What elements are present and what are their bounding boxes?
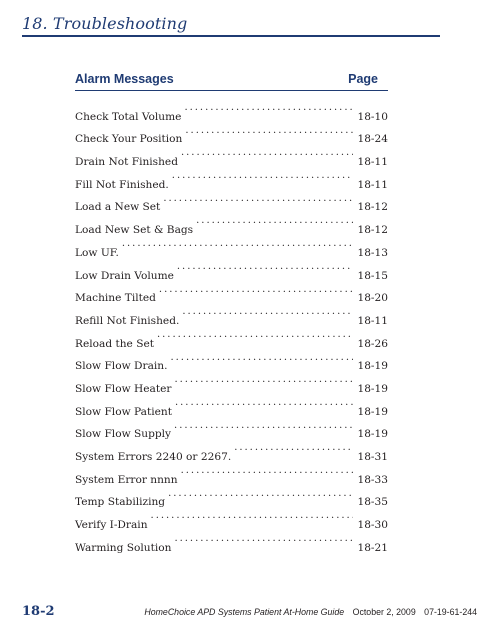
table-row: [75, 233, 388, 259]
dot-leader: [165, 483, 353, 506]
alarm-message-label: Slow Flow Heater: [75, 382, 172, 395]
dot-leader: [178, 460, 354, 483]
dot-leader: [171, 528, 353, 551]
table-row: [75, 97, 388, 123]
alarm-message-label: Warming Solution: [75, 541, 172, 554]
dot-leader: [171, 415, 353, 438]
dot-leader: [181, 97, 353, 120]
footer-doc-number: 07-19-61-244: [424, 607, 477, 617]
alarm-message-label: Verify I-Drain: [75, 519, 148, 532]
alarm-message-label: Low Drain Volume: [75, 269, 174, 282]
alarm-message-label: Reload the Set: [75, 337, 154, 350]
alarm-message-label: Refill Not Finished.: [75, 314, 180, 327]
page-reference: 18-19: [357, 405, 388, 418]
dot-leader: [178, 142, 353, 165]
page-reference: 18-24: [357, 133, 388, 146]
page-reference: 18-33: [357, 473, 388, 486]
alarm-message-label: Load New Set & Bags: [75, 224, 194, 237]
alarm-message-label: Check Total Volume: [75, 110, 182, 123]
dot-leader: [160, 188, 353, 211]
page-reference: 18-35: [357, 496, 388, 509]
dot-leader: [119, 233, 354, 256]
alarm-message-label: Temp Stabilizing: [75, 496, 166, 509]
alarm-message-label: Slow Flow Drain.: [75, 360, 168, 373]
footer-guide-title: HomeChoice APD Systems Patient At-Home Guide: [144, 607, 345, 617]
page-reference: 18-26: [357, 337, 388, 350]
page-reference: 18-12: [357, 224, 388, 237]
page-reference: 18-19: [357, 360, 388, 373]
page-reference: 18-11: [357, 314, 388, 327]
page-reference: 18-10: [357, 110, 388, 123]
dot-leader: [171, 369, 353, 392]
dot-leader: [154, 324, 353, 347]
footer-page-number: 18-2: [22, 604, 55, 619]
alarm-message-label: Slow Flow Supply: [75, 428, 172, 441]
alarm-message-label: Load a New Set: [75, 201, 161, 214]
page-reference: 18-30: [357, 519, 388, 532]
dot-leader: [167, 347, 353, 370]
page-reference: 18-21: [357, 541, 388, 554]
table-header: [75, 72, 388, 91]
dot-leader: [182, 120, 353, 143]
alarm-message-label: Low UF.: [75, 246, 119, 259]
page-footer: [22, 604, 477, 619]
page-reference: 18-12: [357, 201, 388, 214]
page-reference: 18-11: [357, 178, 388, 191]
page-reference: 18-19: [357, 428, 388, 441]
footer-text: [86, 607, 477, 617]
dot-leader: [156, 279, 354, 302]
dot-leader: [169, 165, 354, 188]
alarm-message-label: Check Your Position: [75, 133, 183, 146]
alarm-message-label: Fill Not Finished.: [75, 178, 169, 191]
page-reference: 18-15: [357, 269, 388, 282]
column-header-alarm-messages: Alarm Messages: [75, 72, 174, 86]
page-reference: 18-19: [357, 382, 388, 395]
chapter-header: [22, 14, 440, 37]
table-body: [75, 97, 388, 554]
page-reference: 18-31: [357, 451, 388, 463]
alarm-message-label: System Error nnnn: [75, 473, 178, 486]
page-reference: 18-20: [357, 292, 388, 305]
alarm-message-label: Drain Not Finished: [75, 156, 178, 169]
page-reference: 18-11: [357, 156, 388, 169]
table-row: [75, 256, 388, 282]
dot-leader: [174, 256, 354, 279]
column-header-page: Page: [348, 72, 378, 86]
alarm-message-label: Machine Tilted: [75, 292, 156, 305]
alarm-message-label: System Errors 2240 or 2267.: [75, 451, 232, 463]
footer-date: October 2, 2009: [352, 607, 416, 617]
dot-leader: [148, 505, 354, 528]
dot-leader: [172, 392, 353, 415]
dot-leader: [179, 301, 353, 324]
dot-leader: [231, 437, 353, 460]
chapter-title: 18. Troubleshooting: [22, 14, 188, 33]
alarm-message-label: Slow Flow Patient: [75, 405, 172, 418]
dot-leader: [193, 210, 353, 233]
alarm-messages-table: [75, 72, 388, 554]
page-reference: 18-13: [357, 246, 388, 259]
